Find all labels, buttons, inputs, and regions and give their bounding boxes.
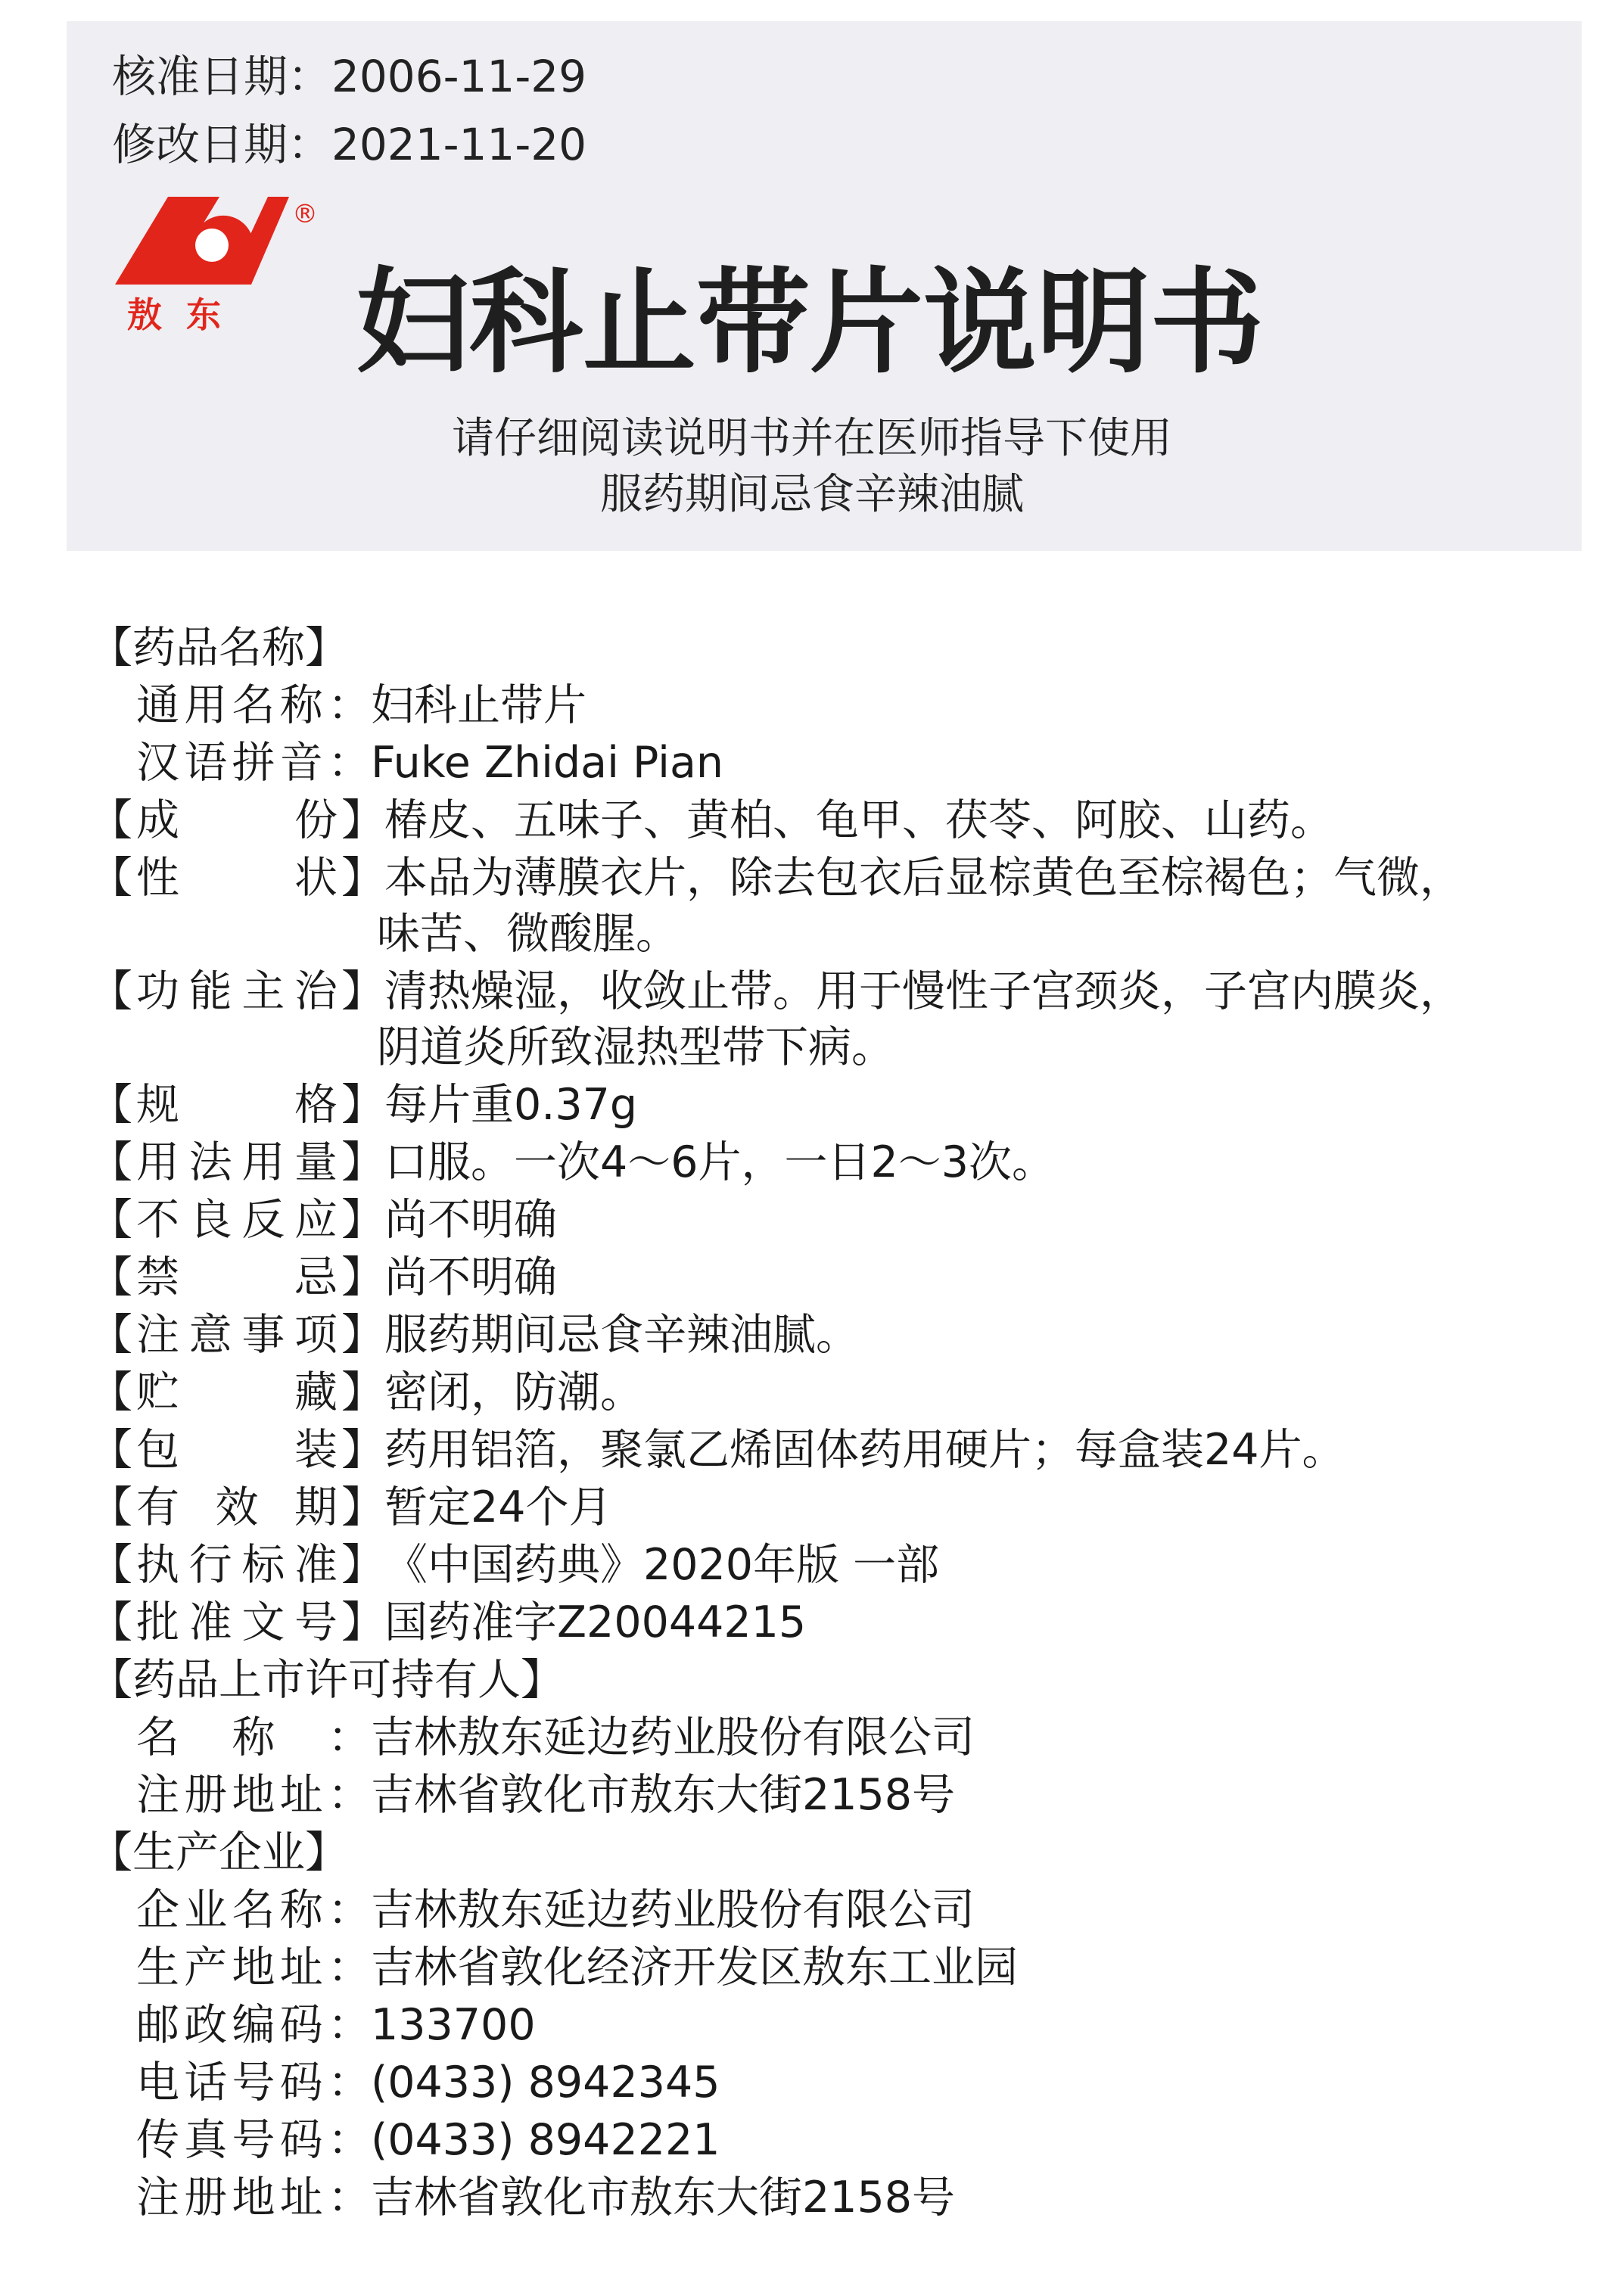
maker-address-row: 注册地址：吉林省敦化市敖东大街2158号	[136, 2173, 956, 2223]
fax-row: 传真号码：(0433) 8942221	[136, 2115, 720, 2165]
character-row: 【性状】本品为薄膜衣片，除去包衣后显棕黄色至棕褐色；气微，	[89, 853, 1463, 903]
package-row: 【包装】药用铝箔，聚氯乙烯固体药用硬片；每盒装24片。	[89, 1425, 1346, 1475]
contraindications-row: 【禁忌】尚不明确	[89, 1252, 557, 1302]
standard-row: 【执行标准】《中国药典》2020年版 一部	[89, 1540, 940, 1590]
drug-name-heading: 【药品名称】	[89, 623, 348, 673]
postcode-row: 邮政编码：133700	[136, 2000, 536, 2050]
usage-notice: 请仔细阅读说明书并在医师指导下使用	[452, 414, 1172, 463]
spec-row: 【规格】每片重0.37g	[89, 1080, 638, 1130]
phone-row: 电话号码：(0433) 8942345	[136, 2058, 720, 2107]
dosage-row: 【用法用量】口服。一次4～6片，一日2～3次。	[89, 1137, 1056, 1187]
ingredients-row: 【成份】椿皮、五味子、黄柏、龟甲、茯苓、阿胶、山药。	[89, 795, 1333, 845]
holder-heading: 【药品上市许可持有人】	[89, 1655, 564, 1705]
precautions-row: 【注意事项】服药期间忌食辛辣油腻。	[89, 1310, 859, 1360]
storage-row: 【贮藏】密闭，防潮。	[89, 1367, 643, 1417]
registered-mark: ®	[292, 199, 318, 229]
adverse-row: 【不良反应】尚不明确	[89, 1195, 557, 1245]
indications-row: 【功能主治】清热燥湿，收敛止带。用于慢性子宫颈炎，子宫内膜炎，	[89, 966, 1463, 1016]
page-title: 妇科止带片说明书	[356, 257, 1265, 389]
maker-heading: 【生产企业】	[89, 1828, 348, 1877]
diet-notice: 服药期间忌食辛辣油腻	[600, 470, 1024, 519]
brand-name: 敖东	[127, 294, 245, 335]
approval-row: 【批准文号】国药准字Z20044215	[89, 1597, 807, 1647]
holder-address-row: 注册地址：吉林省敦化市敖东大街2158号	[136, 1770, 956, 1820]
holder-name-row: 名称：吉林敖东延边药业股份有限公司	[136, 1712, 975, 1762]
maker-site-row: 生产地址：吉林省敦化经济开发区敖东工业园	[136, 1943, 1018, 1992]
character-row-cont: 味苦、微酸腥。	[377, 909, 679, 959]
approval-date: 核准日期：2006-11-29	[112, 51, 587, 102]
indications-row-cont: 阴道炎所致湿热型带下病。	[377, 1022, 894, 1072]
validity-row: 【有效期】暂定24个月	[89, 1482, 612, 1532]
revision-date: 修改日期：2021-11-20	[112, 119, 587, 170]
pinyin-row: 汉语拼音：Fuke Zhidai Pian	[136, 738, 724, 788]
maker-name-row: 企业名称：吉林敖东延边药业股份有限公司	[136, 1885, 975, 1935]
common-name-row: 通用名称：妇科止带片	[136, 680, 586, 730]
